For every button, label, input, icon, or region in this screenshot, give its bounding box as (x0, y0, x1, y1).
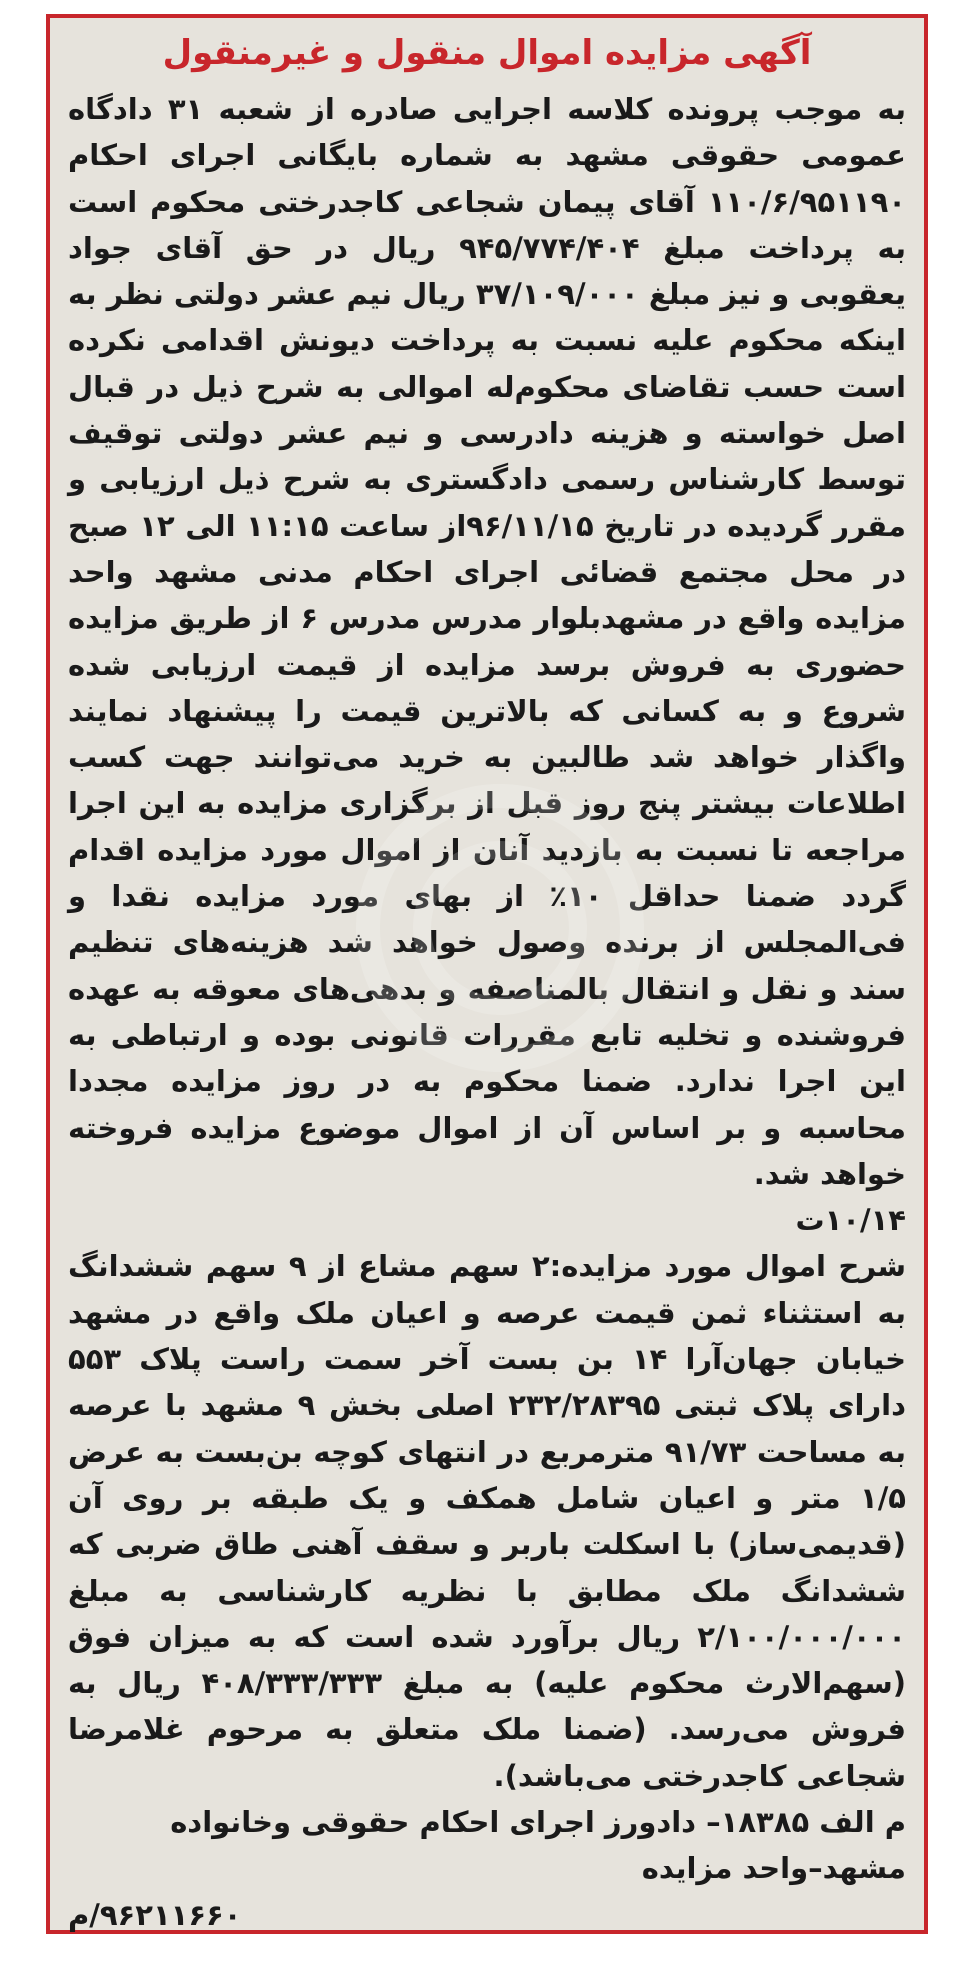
notice-paragraph-1-code: ۱۰/۱۴ت (795, 1203, 906, 1238)
notice-title: آگهی مزایده اموال منقول و غیرمنقول (162, 33, 812, 73)
notice-footer-code: ۹۶۲۱۱۶۶۰/م (68, 1897, 242, 1932)
notice-footer (68, 1799, 906, 1938)
notice-paragraph-1: به موجب پرونده کلاسه اجرایی صادره از شعبه ۳۱ دادگاه عمومی حقوقی مشهد به شماره بایگانی اجرای احکام ۱۱۰/۶/۹۵۱۱۹۰ آقای پیمان شجاعی کاجدرختی محکوم است به پرداخت مبلغ ۹۴۵/۷۷۴/۴۰۴ ریال در حق آقای جواد یعقوبی و نیز مبلغ ۳۷/۱۰۹/۰۰۰ ریال نیم عشر دولتی نظر به اینکه محکوم علیه نسبت به پرداخت دیونش اقدامی نکرده است حسب تقاضای محکوم‌له اموالی به شرح ذیل در قبال اصل خواسته و هزینه دادرسی و نیم عشر دولتی توقیف توسط کارشناس رسمی دادگستری به شرح ذیل ارزیابی و مقرر گردیده در تاریخ ۹۶/۱۱/۱۵از ساعت ۱۱:۱۵ الی ۱۲ صبح در محل مجتمع قضائی اجرای احکام مدنی مشهد واحد مزایده واقع در مشهدبلوار مدرس مدرس ۶ از طریق مزایده حضوری به فروش برسد مزایده از قیمت ارزیابی شده شروع و به کسانی که بالاترین قیمت را پیشنهاد نمایند واگذار خواهد شد طالبین به خرید می‌توانند جهت کسب اطلاعات بیشتر پنج روز قبل از برگزاری مزایده به این اجرا مراجعه تا نسبت به بازدید آنان از اموال مورد مزایده اقدام گردد ضمنا حداقل ۱۰٪ از بهای مورد مزایده نقدا و فی‌المجلس از برنده وصول خواهد شد هزینه‌های تنظیم سند و نقل و انتقال بالمناصفه و بدهی‌های معوقه به عهده فروشنده و تخلیه تابع مقررات قانونی بوده و ارتباطی به این اجرا ندارد. ضمنا محکوم به در روز مزایده مجددا محاسبه و بر اساس آن از اموال موضوع مزایده فروخته خواهد شد. (68, 92, 906, 1191)
notice-body (68, 86, 906, 1799)
notice-frame (46, 14, 928, 1934)
notice-signature: م الف ۱۸۳۸۵– دادورز اجرای احکام حقوقی وخانواده مشهد–واحد مزایده (170, 1804, 906, 1886)
notice-paragraph-2: شرح اموال مورد مزایده:۲ سهم مشاع از ۹ سهم ششدانگ به استثناء ثمن قیمت عرصه و اعیان ملک واقع در مشهد خیابان جهان‌آرا ۱۴ بن بست آخر سمت راست پلاک ۵۵۳ دارای پلاک ثبتی ۲۳۲/۲۸۳۹۵ اصلی بخش ۹ مشهد با عرصه به مساحت ۹۱/۷۳ مترمربع در انتهای کوچه بن‌بست به عرض ۱/۵ متر و اعیان شامل همکف و یک طبقه بر روی آن (قدیمی‌ساز) با اسکلت باربر و سقف آهنی طاق ضربی که ششدانگ ملک مطابق با نظریه کارشناسی به مبلغ ۲/۱۰۰/۰۰۰/۰۰۰ ریال برآورد شده است که به میزان فوق (سهم‌الارث محکوم علیه) به مبلغ ۴۰۸/۳۳۳/۳۳۳ ریال به فروش می‌رسد. (ضمنا ملک متعلق به مرحوم غلامرضا شجاعی کاجدرختی می‌باشد). (68, 1249, 907, 1793)
